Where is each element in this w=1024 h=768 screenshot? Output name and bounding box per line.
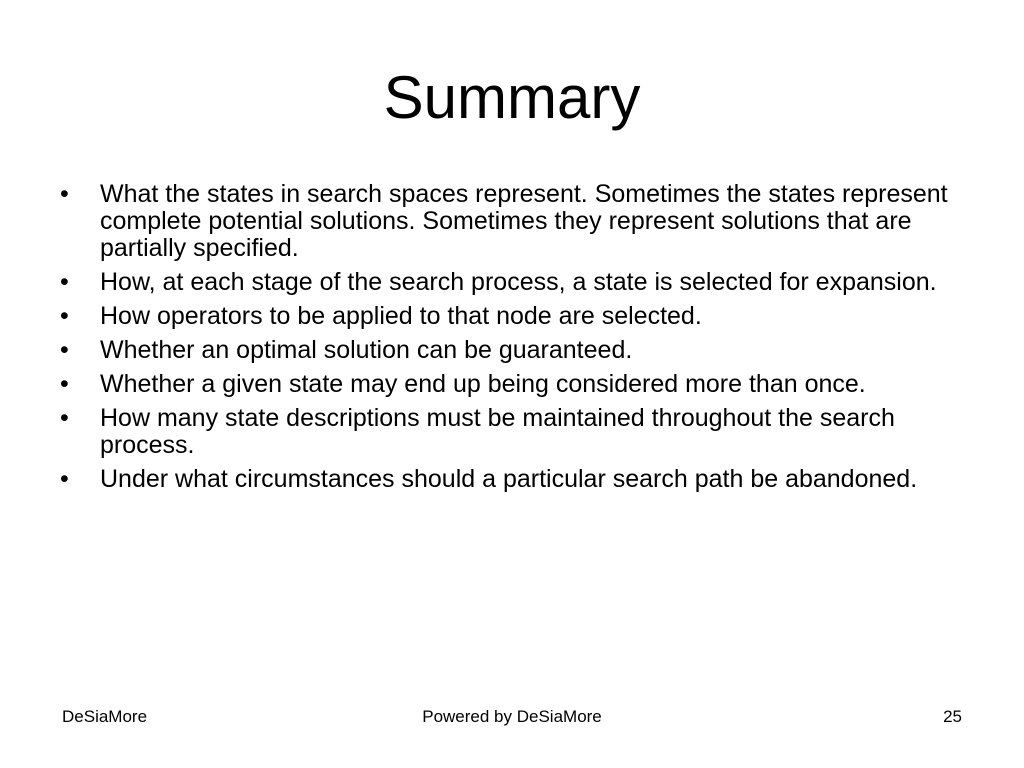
bullet-marker: • [60,465,69,493]
slide-title: Summary [383,64,641,131]
page-number: 25 [943,707,962,726]
bullet-marker: • [60,302,69,330]
bullet-marker: • [60,180,69,208]
bullet-text: How, at each stage of the search process, a state is selected for expansion. [100,268,937,296]
bullet-item [58,337,958,364]
bullet-item [58,405,958,459]
bullet-marker: • [60,268,69,296]
bullet-text: Whether an optimal solution can be guaranteed. [100,336,633,364]
bullet-text: What the states in search spaces represent. Sometimes the states represent complete potential solutions. Sometimes they represent solutions that are partially specified. [100,180,948,262]
bullet-list [58,181,958,500]
bullet-marker: • [60,404,69,432]
bullet-item [58,269,958,296]
bullet-marker: • [60,336,69,364]
bullet-text: Under what circumstances should a particular search path be abandoned. [100,465,918,493]
bullet-marker: • [60,370,69,398]
bullet-text: How operators to be applied to that node are selected. [100,302,702,330]
bullet-text: Whether a given state may end up being considered more than once. [100,370,866,398]
bullet-text: How many state descriptions must be maintained throughout the search process. [100,404,895,459]
bullet-item [58,371,958,398]
footer-center-text: Powered by DeSiaMore [422,707,602,726]
bullet-item [58,466,958,493]
footer-left-text: DeSiaMore [62,707,148,726]
bullet-item [58,303,958,330]
bullet-item [58,181,958,262]
